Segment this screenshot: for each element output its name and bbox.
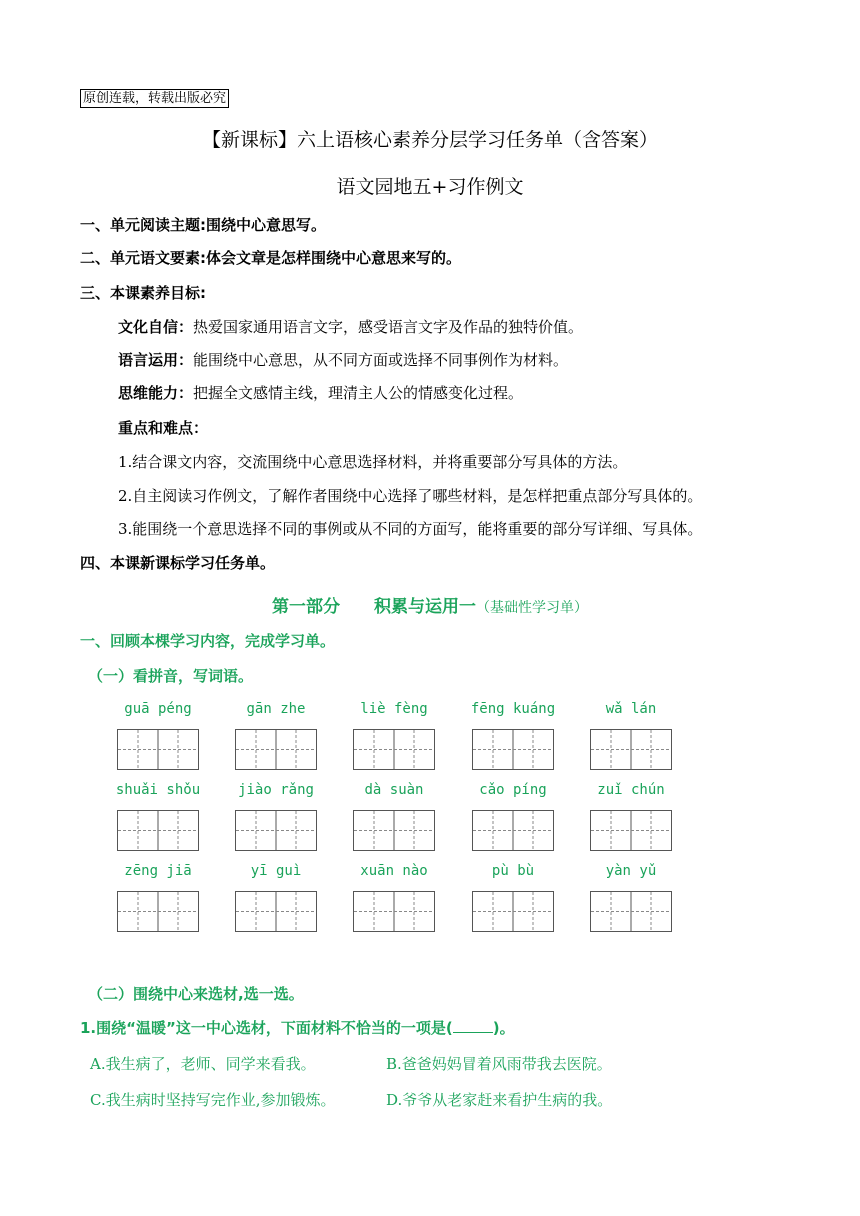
writing-grid[interactable] (353, 891, 435, 932)
key-point-1: 1.结合课文内容，交流围绕中心意思选择材料，并将重要部分写具体的方法。 (118, 453, 628, 471)
goal-culture: 文化自信：热爱国家通用语言文字，感受语言文字及作品的独特价值。 (118, 318, 584, 336)
writing-grid[interactable] (472, 810, 554, 851)
answer-blank[interactable] (453, 1018, 493, 1033)
writing-grid[interactable] (590, 891, 672, 932)
pinyin-label: cǎo píng (479, 782, 547, 798)
pinyin-label: jiào rǎng (238, 782, 314, 798)
pinyin-label: xuān nào (360, 863, 428, 879)
question-review-heading: 一、回顾本棵学习内容，完成学习单。 (80, 632, 336, 650)
pinyin-label: guā péng (124, 701, 192, 717)
key-point-2: 2.自主阅读习作例文，了解作者围绕中心选择了哪些材料，是怎样把重点部分写具体的。 (118, 487, 703, 505)
writing-grid[interactable] (235, 891, 317, 932)
page-title: 【新课标】六上语核心素养分层学习任务单（含答案） (201, 129, 658, 151)
multiple-choice-question: 1.围绕“温暖”这一中心选材，下面材料不恰当的一项是( )。 (80, 1019, 515, 1037)
option-d: D.爷爷从老家赶来看护生病的我。 (386, 1091, 613, 1109)
pinyin-label: zēng jiā (124, 863, 192, 879)
pinyin-label: fēng kuáng (470, 701, 556, 717)
writing-grid[interactable] (472, 891, 554, 932)
pinyin-label: wǎ lán (605, 701, 657, 717)
writing-grid[interactable] (117, 729, 199, 770)
writing-grid[interactable] (117, 810, 199, 851)
section-task-sheet: 四、本课新课标学习任务单。 (80, 554, 276, 572)
goal-thinking: 思维能力：把握全文感情主线，理清主人公的情感变化过程。 (118, 384, 524, 402)
writing-grid[interactable] (235, 810, 317, 851)
pinyin-label: pù bù (491, 863, 535, 879)
writing-grid[interactable] (590, 810, 672, 851)
pinyin-label: dà suàn (364, 782, 424, 798)
key-points-heading: 重点和难点： (118, 419, 209, 437)
option-b: B.爸爸妈妈冒着风雨带我去医院。 (386, 1055, 612, 1073)
writing-grid[interactable] (472, 729, 554, 770)
writing-grid[interactable] (235, 729, 317, 770)
part-one-heading: 第一部分 积累与运用一（基础性学习单） (272, 597, 588, 617)
question-material-heading: （二）围绕中心来选材,选一选。 (88, 985, 304, 1003)
section-goals-heading: 三、本课素养目标: (80, 284, 206, 302)
pinyin-label: zuǐ chún (597, 782, 665, 798)
pinyin-label: yī guì (250, 863, 302, 879)
goal-language: 语言运用：能围绕中心意思，从不同方面或选择不同事例作为材料。 (118, 351, 569, 369)
section-language-element: 二、单元语文要素:体会文章是怎样围绕中心意思来写的。 (80, 249, 462, 267)
writing-grid[interactable] (353, 729, 435, 770)
question-pinyin-heading: （一）看拼音，写词语。 (88, 667, 254, 685)
option-a: A.我生病了，老师、同学来看我。 (90, 1055, 316, 1073)
pinyin-label: liè fèng (360, 701, 428, 717)
pinyin-label: shuǎi shǒu (115, 782, 201, 798)
page-subtitle: 语文园地五+习作例文 (336, 176, 524, 198)
writing-grid[interactable] (590, 729, 672, 770)
pinyin-label: gān zhe (246, 701, 306, 717)
copyright-stamp: 原创连载，转载出版必究 (80, 89, 229, 108)
writing-grid[interactable] (117, 891, 199, 932)
option-c: C.我生病时坚持写完作业,参加锻炼。 (90, 1091, 336, 1109)
section-reading-theme: 一、单元阅读主题:围绕中心意思写。 (80, 216, 327, 234)
writing-grid[interactable] (353, 810, 435, 851)
key-point-3: 3.能围绕一个意思选择不同的事例或从不同的方面写，能将重要的部分写详细、写具体。 (118, 520, 703, 538)
pinyin-label: yàn yǔ (605, 863, 657, 879)
